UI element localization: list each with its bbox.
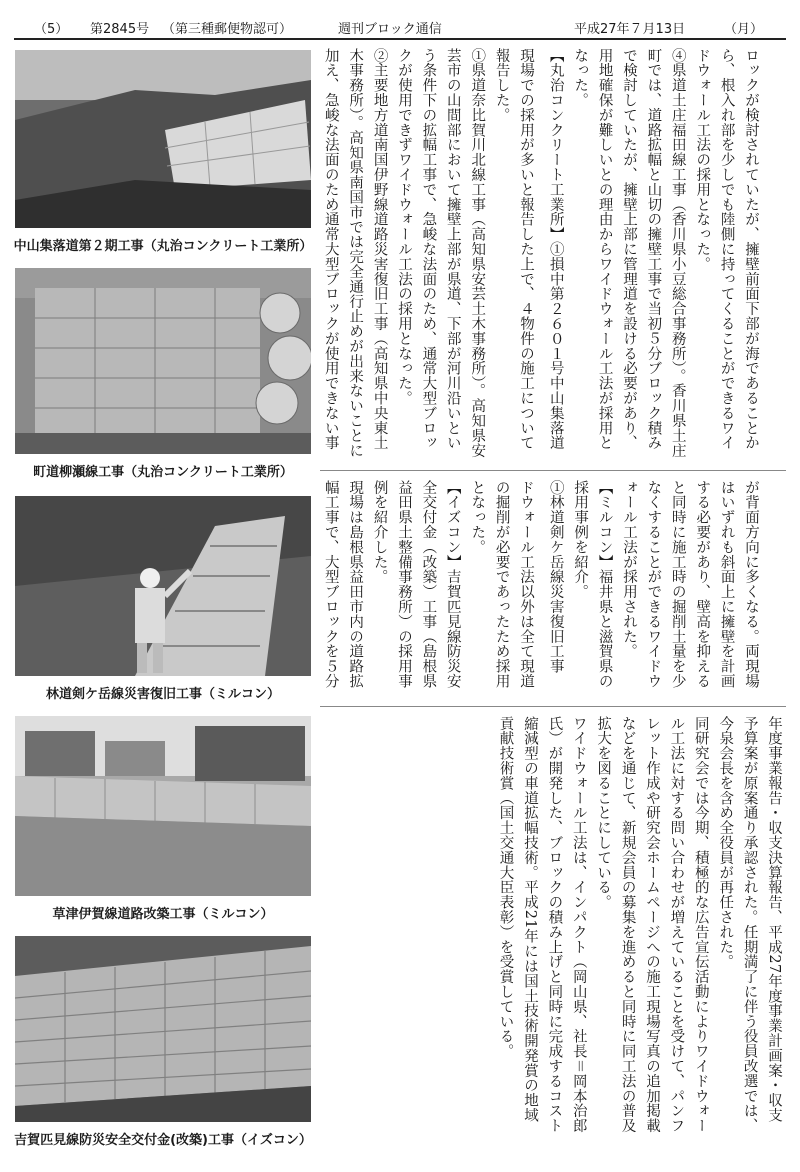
issue-number: 第2845号 [90, 22, 150, 37]
weekday: （月） [724, 22, 764, 37]
header-rule [14, 38, 786, 40]
page-number: （5） [34, 22, 69, 37]
article-column [320, 716, 786, 1136]
construction-worker-photo [15, 496, 311, 676]
paragraph: が背面方向に多くなる。両現場はいずれも斜面上に擁壁を計画する必要があり、壁高を抑えると同時に施工時の掘削土量を少なくすることができるワイドウォール工法が採用された。 [620, 480, 759, 689]
newspaper-name: 週刊ブロック通信 [338, 22, 442, 37]
retaining-wall-photo [15, 50, 311, 228]
row-divider [320, 470, 786, 471]
paragraph: ワイドウォール工法は、インパクト（岡山県、社長＝岡本治郎氏）が開発した、ブロックの積み上げと同時に完成するコスト縮減型の車道拡幅技術。平成21年には国土技術開発賞の地域貢献技術賞（国土交通大臣表彰）を受賞している。 [497, 716, 587, 1134]
photo-caption-3: 林道剣ケ岳線災害復旧工事（ミルコン） [45, 687, 280, 702]
row-divider [320, 706, 786, 707]
article-column [545, 480, 763, 700]
photo-caption-5: 吉賀匹見線防災安全交付金(改築)工事（イズコン） [14, 1133, 312, 1148]
article-column [320, 480, 538, 700]
photo-caption-4: 草津伊賀線道路改築工事（ミルコン） [52, 907, 274, 922]
paragraph: 同研究会では今期、積極的な広告宣伝活動によりワイドウォール工法に対する問い合わせが増えていることを受けて、パンフレット作成や研究会ホームページへの施工現場写真の追加掲載などを通じて、新規会員の募集を進めると同時に同工法の普及拡大を図ることにしている。 [595, 716, 709, 1134]
paragraph: ①林道剣ケ岳線災害復旧工事 [547, 480, 564, 674]
paragraph: ④県道土庄福田線工事（香川県小豆総合事務所）。香川県土庄町では、道路拡幅と山切の擁壁工事で当初５分ブロック積みで検討していたが、擁壁上部に管理道を設ける必要があり、用地確保が難しいとの理由からワイドウォール工法が採用となった。 [572, 48, 686, 458]
paragraph: 【ミルコン】福井県と滋賀県の採用事例を紹介。 [572, 480, 613, 689]
block-wall-photo [15, 936, 311, 1122]
rock-wall-photo [15, 268, 311, 454]
street-wall-photo [15, 716, 311, 896]
issue-date: 平成27年７月13日 [574, 22, 686, 37]
paragraph: 【丸治コンクリート工業所】①損中第２６０１号中山集落道 [547, 48, 564, 451]
postal-note: （第三種郵便物認可） [162, 22, 293, 37]
paragraph: 現場での採用が多いと報告した上で、４物件の施工について報告した。 [493, 48, 534, 451]
photo-caption-2: 町道柳瀬線工事（丸治コンクリート工業所） [33, 465, 293, 480]
paragraph: 【イズコン】吉賀匹見線防災安全交付金（改築）工事（島根県益田県土整備事務所）の採用事例を紹介した。 [371, 480, 461, 689]
photo-caption-1: 中山集落道第２期工事（丸治コンクリート工業所） [13, 239, 313, 254]
paragraph: 現場は島根県益田市内の道路拡幅工事で、大型ブロックを５分 [322, 480, 364, 689]
paragraph: ロックが検討されていたが、擁壁前面下部が海であることから、根入れ部を少しでも陸側に持ってくることができるワイドウォール工法の採用となった。 [694, 48, 759, 451]
page-header [0, 14, 800, 38]
paragraph: 年度事業報告・収支決算報告、平成27年度事業計画案・収支予算案が原案通り承認された。任期満了に伴う役員改選では、今泉会長を含め全役員が再任された。 [717, 716, 782, 1134]
paragraph: ドウォール工法以外は全て現道の掘削が必要であったため採用となった。 [469, 480, 534, 689]
article-column [320, 48, 538, 464]
article-column [545, 48, 763, 464]
paragraph: ①県道奈比賀川北線工事（高知県安芸土木事務所）。高知県安芸市の山間部において擁壁上部が県道、下部が河川沿いという条件下の拡幅工事で、急峻な法面のため、通常大型ブロックが使用できずワイドウォール工法の採用となった。 [395, 48, 486, 458]
paragraph: ②主要地方道南国伊野線道路災害復旧工事（高知県中央東土木事務所）。高知県南国市では完全通行止めが出来ないことに加え、急峻な法面のため通常大型ブロックが使用できない事 [322, 48, 388, 458]
